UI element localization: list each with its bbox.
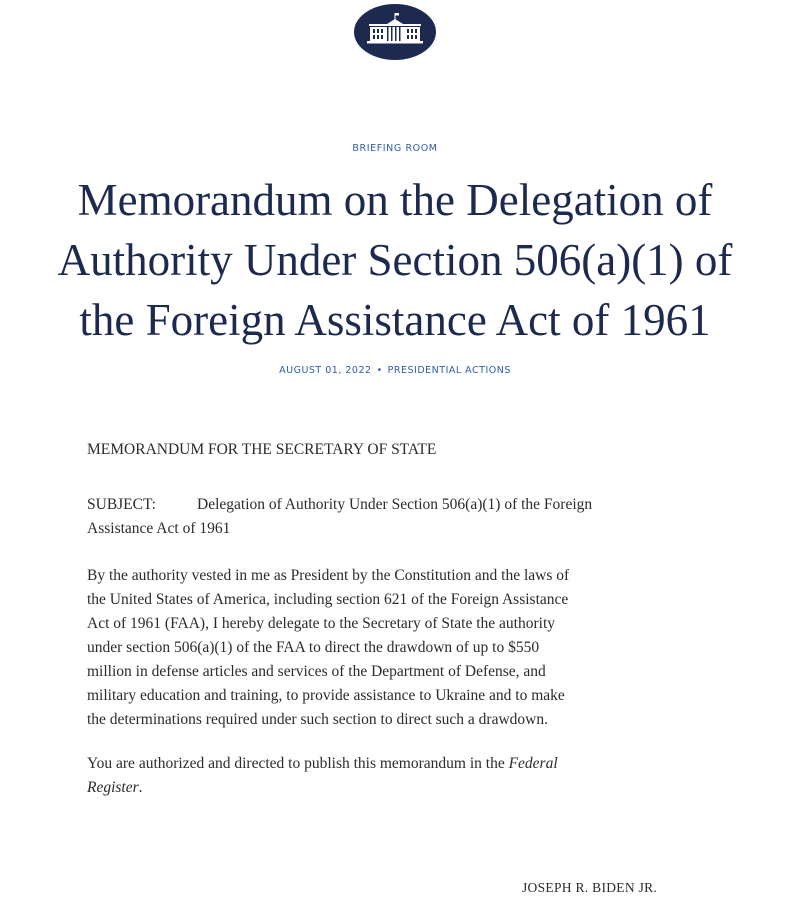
- memorandum-for: MEMORANDUM FOR THE SECRETARY OF STATE: [87, 441, 437, 458]
- paragraph-line: By the authority vested in me as President by the Constitution and the laws of: [87, 567, 570, 584]
- memo-paragraph: [87, 564, 707, 732]
- register-italic: Register: [87, 779, 139, 796]
- white-house-seal-icon[interactable]: [354, 4, 436, 60]
- publish-date: AUGUST 01, 2022: [279, 365, 372, 376]
- federal-italic: Federal: [508, 755, 558, 772]
- closing-text: You are authorized and directed to publish this memorandum in the: [87, 755, 509, 772]
- subject-line: [87, 493, 707, 541]
- paragraph-line: military education and training, to provide assistance to Ukraine and to make: [87, 687, 565, 704]
- subject-label: SUBJECT:: [87, 496, 156, 513]
- title-line: Authority Under Section 506(a)(1) of: [57, 235, 733, 285]
- closing-period: .: [138, 779, 143, 796]
- memo-body: [87, 438, 707, 822]
- briefing-room-link[interactable]: BRIEFING ROOM: [352, 143, 438, 154]
- subject-text-2: Assistance Act of 1961: [87, 520, 231, 537]
- paragraph-line: the determinations required under such section to direct such a drawdown.: [87, 711, 548, 728]
- paragraph-line: the United States of America, including section 621 of the Foreign Assistance: [87, 591, 569, 608]
- paragraph-line: Act of 1961 (FAA), I hereby delegate to the Secretary of State the authority: [87, 615, 555, 632]
- page-title: [0, 170, 790, 350]
- paragraph-line: under section 506(a)(1) of the FAA to direct the drawdown of up to $550: [87, 639, 540, 656]
- category-link[interactable]: PRESIDENTIAL ACTIONS: [387, 365, 511, 376]
- meta-separator: •: [376, 365, 383, 376]
- title-line: the Foreign Assistance Act of 1961: [79, 295, 711, 345]
- signature: JOSEPH R. BIDEN JR.: [522, 880, 658, 895]
- subject-text-1: Delegation of Authority Under Section 506(a)(1) of the Foreign: [197, 496, 593, 513]
- article-meta: [0, 365, 790, 376]
- title-line: Memorandum on the Delegation of: [77, 175, 713, 225]
- paragraph-line: million in defense articles and services of the Department of Defense, and: [87, 663, 546, 680]
- closing-paragraph: [87, 752, 707, 800]
